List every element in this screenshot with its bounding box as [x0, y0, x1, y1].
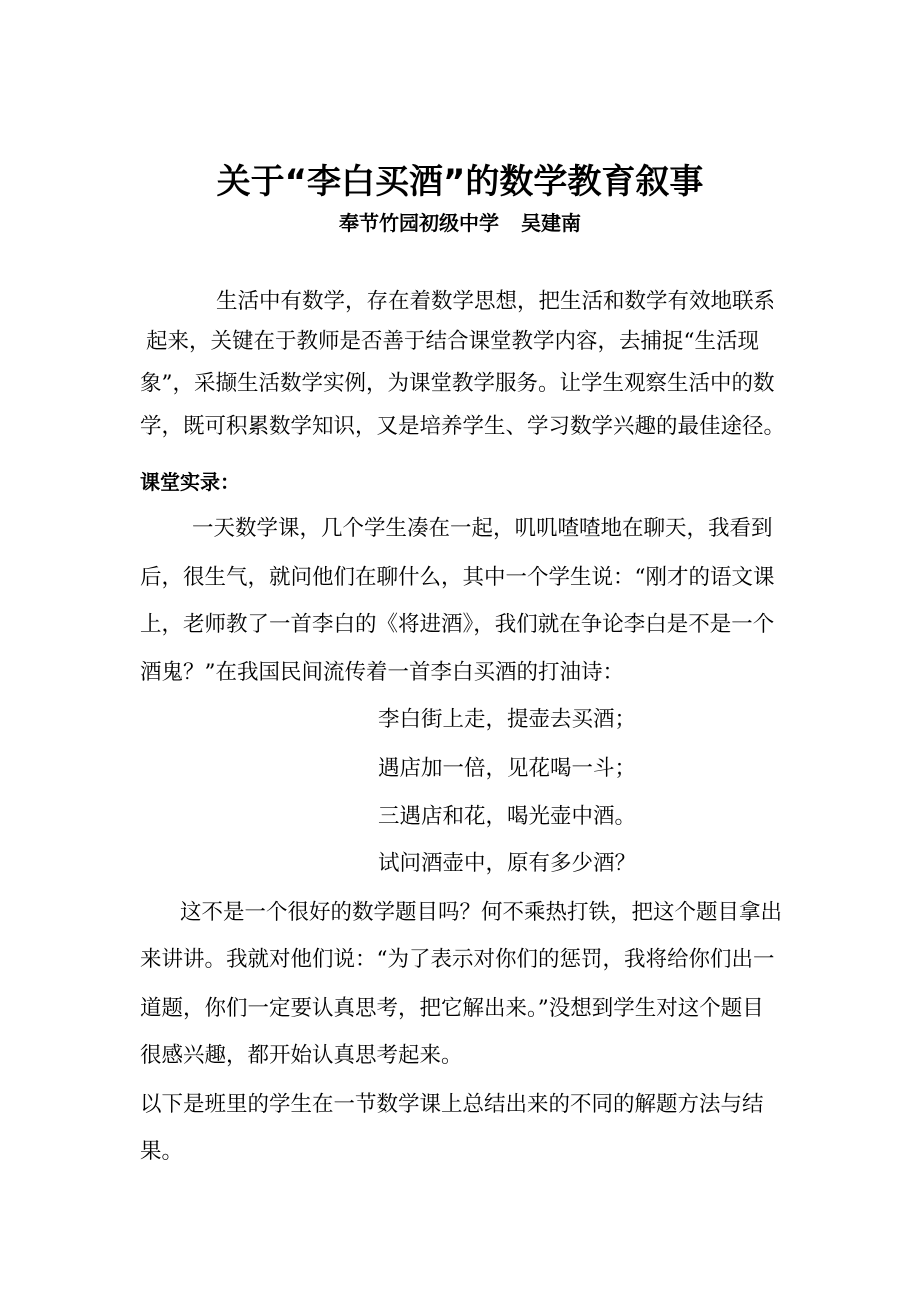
- followup-line: 这不是一个很好的数学题目吗？何不乘热打铁，把这个题目拿出: [180, 900, 783, 925]
- intro-line: 学，既可积累数学知识，又是培养学生、学习数学兴趣的最佳途径。: [140, 414, 786, 439]
- poem-line: 遇店加一倍，见花喝一斗；: [378, 756, 637, 781]
- poem-line: 试问酒壶中，原有多少酒？: [378, 851, 637, 876]
- document-title: 关于“李白买酒”的数学教育叙事: [216, 162, 704, 202]
- followup-line: 道题，你们一定要认真思考，把它解出来。”没想到学生对这个题目: [140, 996, 764, 1021]
- section-heading: 课堂实录：: [140, 470, 240, 494]
- school-name: 奉节竹园初级中学: [339, 211, 499, 235]
- story-line: 上，老师教了一首李白的《将进酒》，我们就在争论李白是不是一个: [140, 612, 775, 637]
- intro-line: 起来，关键在于教师是否善于结合课堂教学内容，去捕捉“生活现: [146, 329, 759, 354]
- story-line: 后，很生气，就问他们在聊什么，其中一个学生说：“刚才的语文课: [140, 565, 775, 590]
- story-line: 一天数学课，几个学生凑在一起，叽叽喳喳地在聊天，我看到: [192, 516, 773, 541]
- poem-line: 李白街上走，提壶去买酒；: [378, 707, 637, 732]
- story-line: 酒鬼？”在我国民间流传着一首李白买酒的打油诗：: [140, 660, 624, 685]
- byline: [0, 209, 920, 237]
- closing-line: 以下是班里的学生在一节数学课上总结出来的不同的解题方法与结: [140, 1092, 764, 1117]
- followup-line: 很感兴趣，都开始认真思考起来。: [140, 1043, 463, 1068]
- followup-line: 来讲讲。我就对他们说：“为了表示对你们的惩罚，我将给你们出一: [140, 947, 775, 972]
- closing-line: 果。: [140, 1139, 184, 1164]
- intro-line: 生活中有数学，存在着数学思想，把生活和数学有效地联系: [216, 289, 776, 314]
- intro-line: 象”，采撷生活数学实例，为课堂教学服务。让学生观察生活中的数: [140, 371, 775, 396]
- author-name: 吴建南: [521, 211, 581, 235]
- poem-line: 三遇店和花，喝光壶中酒。: [378, 804, 637, 829]
